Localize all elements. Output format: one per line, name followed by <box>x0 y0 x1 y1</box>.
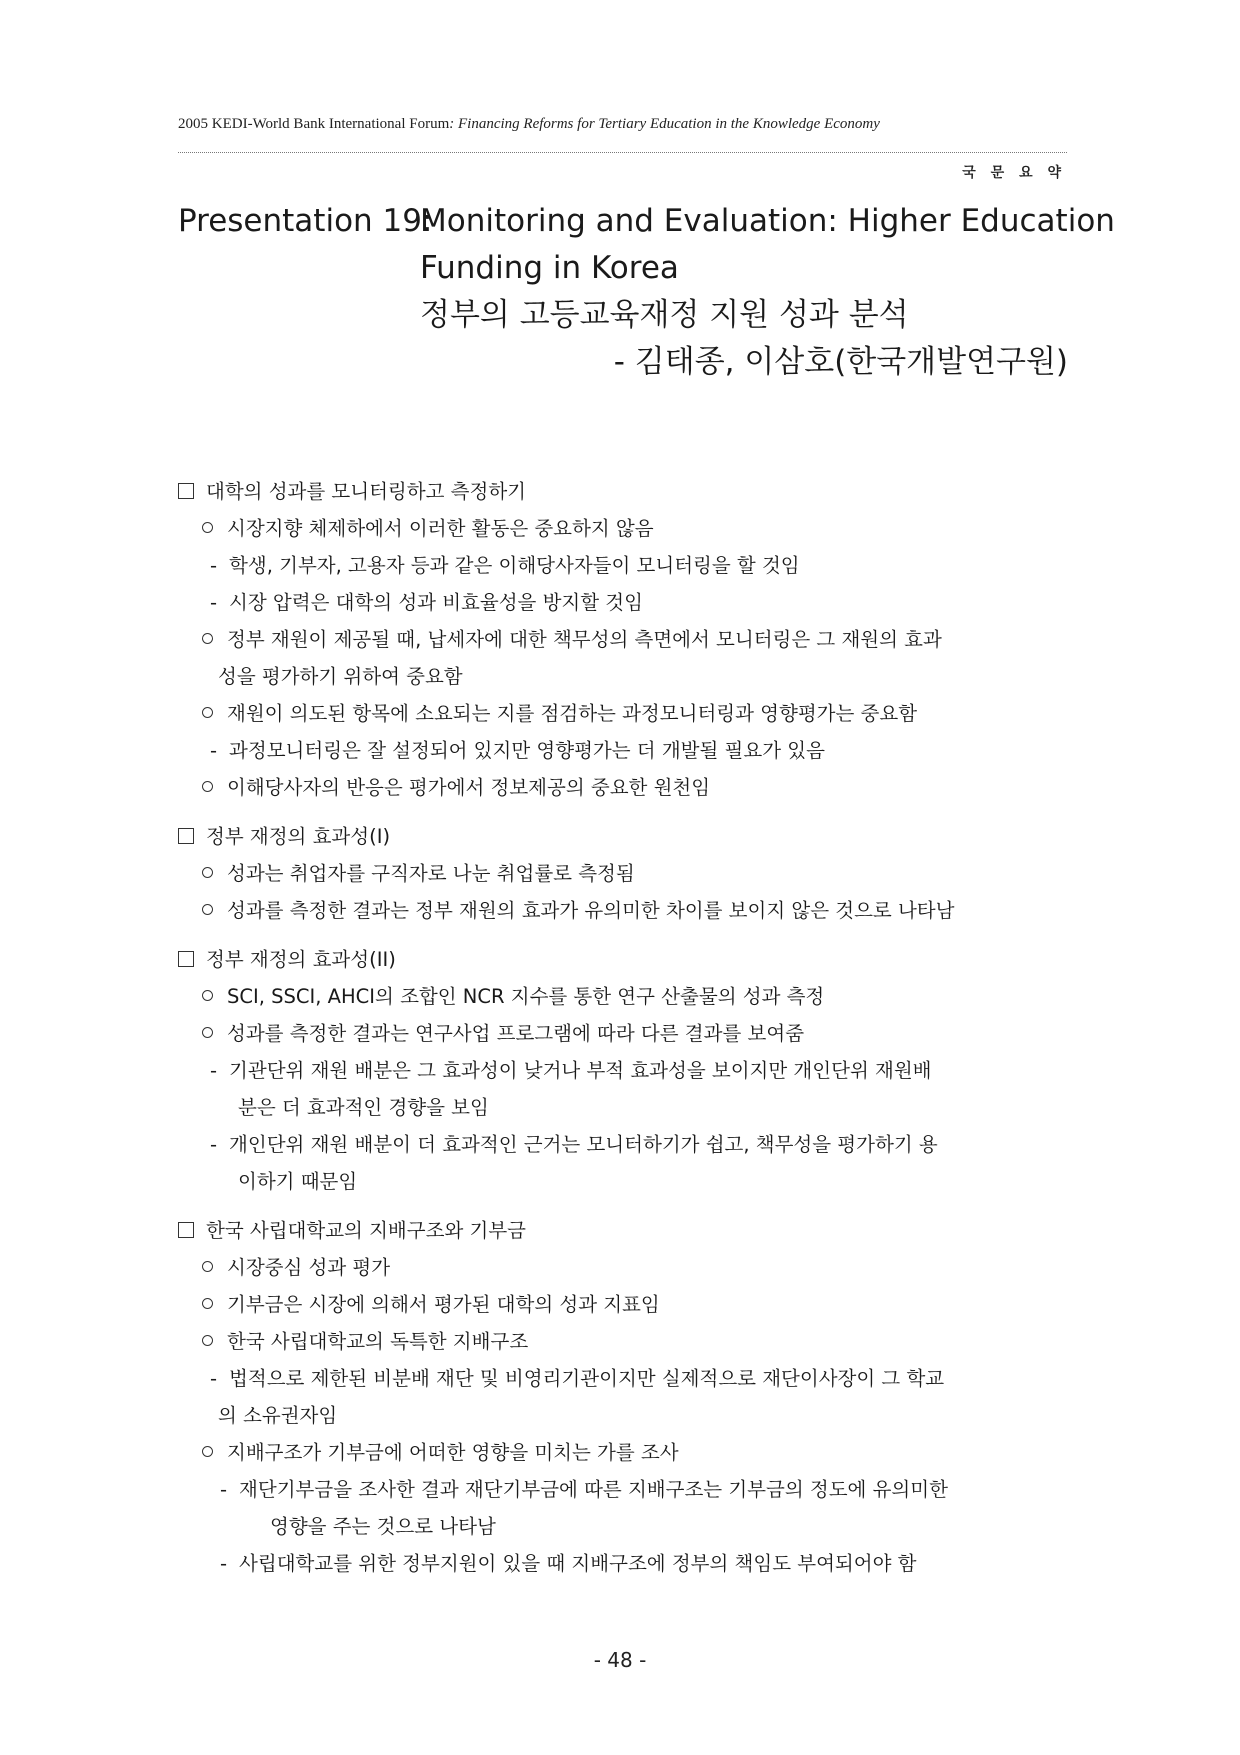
summary-body <box>178 473 1068 1582</box>
page-number: - 48 - <box>593 1648 647 1672</box>
list-item: 기관단위 재원 배분은 그 효과성이 낮거나 부적 효과성을 보이지만 개인단위 재원배 <box>229 1059 932 1082</box>
title-line-2: Funding in Korea <box>420 250 679 286</box>
section-heading: 정부 재정의 효과성(I) <box>206 825 391 848</box>
circle-bullet-icon <box>202 522 213 533</box>
list-item: 이해당사자의 반응은 평가에서 정보제공의 중요한 원천임 <box>227 776 711 799</box>
running-header <box>178 116 1068 133</box>
circle-bullet-icon <box>202 707 213 718</box>
circle-bullet-icon <box>202 781 213 792</box>
list-item: 성과는 취업자를 구직자로 나눈 취업률로 측정됨 <box>227 862 635 885</box>
list-item: SCI, SSCI, AHCI의 조합인 NCR 지수를 통한 연구 산출물의 성과 측정 <box>227 985 825 1008</box>
dash-bullet: - <box>210 554 218 577</box>
section-3 <box>178 941 1068 1200</box>
list-item: 기부금은 시장에 의해서 평가된 대학의 성과 지표임 <box>227 1293 660 1316</box>
list-item: 성과를 측정한 결과는 연구사업 프로그램에 따라 다른 결과를 보여줌 <box>227 1022 805 1045</box>
title-line-1: Monitoring and Evaluation: Higher Education <box>420 203 1115 239</box>
dash-bullet: - <box>210 1367 218 1390</box>
list-item: 한국 사립대학교의 독특한 지배구조 <box>227 1330 529 1353</box>
list-item: 시장중심 성과 평가 <box>227 1256 391 1279</box>
list-item: 지배구조가 기부금에 어떠한 영향을 미치는 가를 조사 <box>227 1441 679 1464</box>
section-heading: 대학의 성과를 모니터링하고 측정하기 <box>206 480 526 503</box>
dash-bullet: - <box>210 739 218 762</box>
section-4 <box>178 1212 1068 1582</box>
list-item: 학생, 기부자, 고용자 등과 같은 이해당사자들이 모니터링을 할 것임 <box>229 554 800 577</box>
list-item: 법적으로 제한된 비분배 재단 및 비영리기관이지만 실제적으로 재단이사장이 그 학교 <box>229 1367 945 1390</box>
dash-bullet: - <box>220 1478 228 1501</box>
list-item-continued: 의 소유권자임 <box>218 1404 338 1427</box>
title-author: - 김태종, 이삼호(한국개발연구원) <box>613 344 1068 380</box>
dash-bullet: - <box>210 591 218 614</box>
list-item: 개인단위 재원 배분이 더 효과적인 근거는 모니터하기가 쉽고, 책무성을 평가하기 용 <box>229 1133 938 1156</box>
forum-subtitle: : Financing Reforms for Tertiary Education in the Knowledge Economy <box>449 116 880 132</box>
checkbox-square-icon <box>178 1222 194 1238</box>
list-item: 재원이 의도된 항목에 소요되는 지를 점검하는 과정모니터링과 영향평가는 중요함 <box>227 702 918 725</box>
circle-bullet-icon <box>202 867 213 878</box>
list-item: 재단기부금을 조사한 결과 재단기부금에 따른 지배구조는 기부금의 정도에 유의미한 <box>239 1478 948 1501</box>
dash-bullet: - <box>210 1059 218 1082</box>
list-item-continued: 이하기 때문임 <box>238 1170 358 1193</box>
list-item: 사립대학교를 위한 정부지원이 있을 때 지배구조에 정부의 책임도 부여되어야 함 <box>239 1552 917 1575</box>
circle-bullet-icon <box>202 1335 213 1346</box>
list-item-continued: 분은 더 효과적인 경향을 보임 <box>238 1096 489 1119</box>
dash-bullet: - <box>210 1133 218 1156</box>
circle-bullet-icon <box>202 633 213 644</box>
checkbox-square-icon <box>178 828 194 844</box>
list-item: 시장지향 체제하에서 이러한 활동은 중요하지 않음 <box>227 517 654 540</box>
checkbox-square-icon <box>178 951 194 967</box>
circle-bullet-icon <box>202 990 213 1001</box>
title-line-3: 정부의 고등교육재정 지원 성과 분석 <box>420 297 909 333</box>
title-prefix: Presentation 19: <box>178 203 433 239</box>
list-item: 정부 재원이 제공될 때, 납세자에 대한 책무성의 측면에서 모니터링은 그 재원의 효과 <box>227 628 942 651</box>
section-label: 국 문 요 약 <box>962 165 1066 181</box>
section-2 <box>178 818 1068 929</box>
presentation-title <box>178 198 1115 386</box>
dash-bullet: - <box>220 1552 228 1575</box>
forum-name: 2005 KEDI-World Bank International Forum <box>178 116 450 132</box>
list-item-continued: 영향을 주는 것으로 나타남 <box>270 1515 496 1538</box>
circle-bullet-icon <box>202 1261 213 1272</box>
list-item-continued: 성을 평가하기 위하여 중요함 <box>218 665 463 688</box>
section-heading: 한국 사립대학교의 지배구조와 기부금 <box>206 1219 526 1242</box>
circle-bullet-icon <box>202 1298 213 1309</box>
header-divider <box>178 152 1067 153</box>
checkbox-square-icon <box>178 483 194 499</box>
section-1 <box>178 473 1068 806</box>
list-item: 시장 압력은 대학의 성과 비효율성을 방지할 것임 <box>229 591 643 614</box>
list-item: 성과를 측정한 결과는 정부 재원의 효과가 유의미한 차이를 보이지 않은 것으로 나타남 <box>227 899 955 922</box>
circle-bullet-icon <box>202 1446 213 1457</box>
circle-bullet-icon <box>202 1027 213 1038</box>
list-item: 과정모니터링은 잘 설정되어 있지만 영향평가는 더 개발될 필요가 있음 <box>229 739 825 762</box>
section-heading: 정부 재정의 효과성(II) <box>206 948 396 971</box>
circle-bullet-icon <box>202 904 213 915</box>
